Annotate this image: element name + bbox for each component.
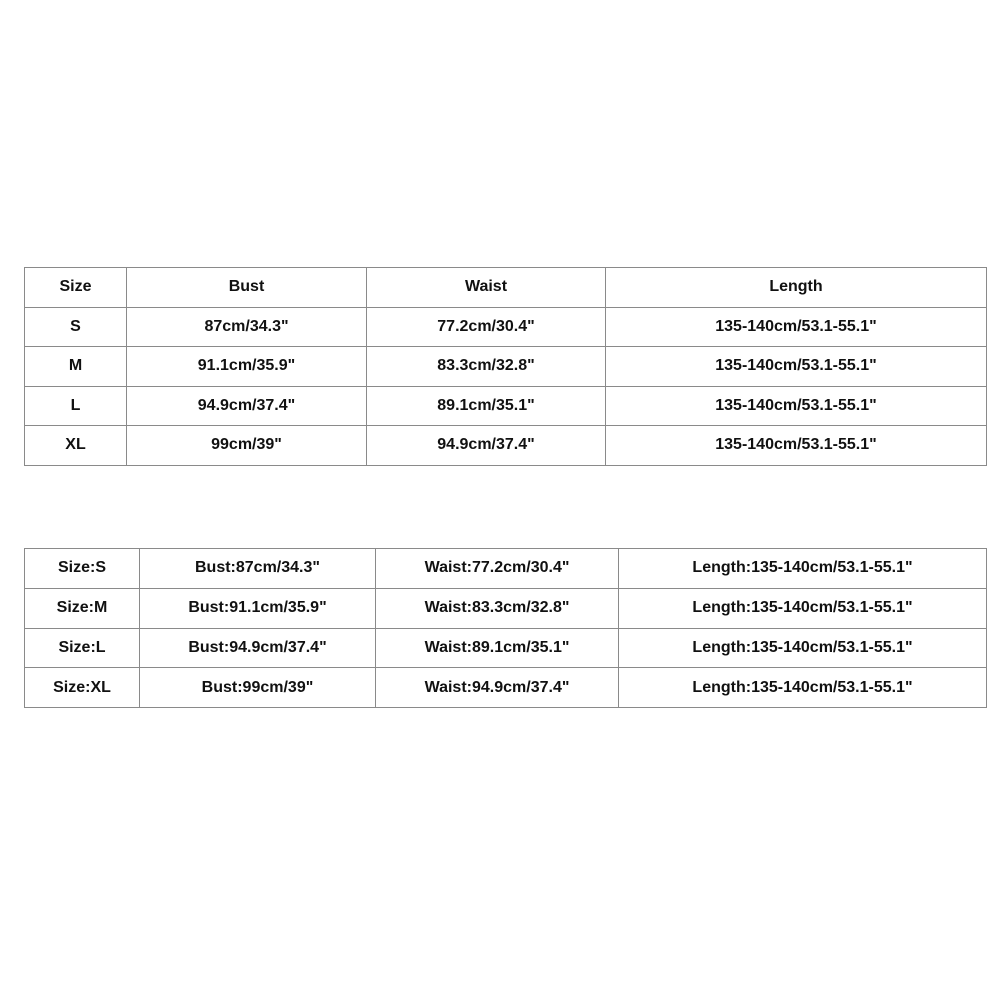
cell-waist: 89.1cm/35.1" <box>367 386 606 426</box>
cell-bust: 94.9cm/37.4" <box>127 386 367 426</box>
table-row <box>25 307 987 347</box>
table-row <box>25 347 987 387</box>
table-row <box>25 668 987 708</box>
cell-size: XL <box>25 426 127 466</box>
cell-length: 135-140cm/53.1-55.1" <box>606 386 987 426</box>
cell-length: Length:135-140cm/53.1-55.1" <box>619 628 987 668</box>
cell-size: Size:L <box>25 628 140 668</box>
cell-bust: Bust:99cm/39" <box>140 668 376 708</box>
cell-length: Length:135-140cm/53.1-55.1" <box>619 668 987 708</box>
cell-waist: Waist:89.1cm/35.1" <box>376 628 619 668</box>
header-waist: Waist <box>367 268 606 308</box>
cell-size: Size:S <box>25 549 140 589</box>
cell-length: Length:135-140cm/53.1-55.1" <box>619 588 987 628</box>
table-header-row <box>25 268 987 308</box>
cell-length: 135-140cm/53.1-55.1" <box>606 347 987 387</box>
cell-bust: Bust:91.1cm/35.9" <box>140 588 376 628</box>
cell-bust: 87cm/34.3" <box>127 307 367 347</box>
cell-bust: 99cm/39" <box>127 426 367 466</box>
header-bust: Bust <box>127 268 367 308</box>
cell-waist: Waist:83.3cm/32.8" <box>376 588 619 628</box>
cell-waist: Waist:77.2cm/30.4" <box>376 549 619 589</box>
cell-bust: Bust:94.9cm/37.4" <box>140 628 376 668</box>
header-length: Length <box>606 268 987 308</box>
cell-waist: 83.3cm/32.8" <box>367 347 606 387</box>
table-row <box>25 588 987 628</box>
cell-size: Size:XL <box>25 668 140 708</box>
cell-size: Size:M <box>25 588 140 628</box>
cell-length: Length:135-140cm/53.1-55.1" <box>619 549 987 589</box>
table-row <box>25 386 987 426</box>
cell-size: L <box>25 386 127 426</box>
table-row <box>25 549 987 589</box>
cell-bust: Bust:87cm/34.3" <box>140 549 376 589</box>
size-chart-table <box>24 267 987 466</box>
cell-length: 135-140cm/53.1-55.1" <box>606 426 987 466</box>
cell-waist: 77.2cm/30.4" <box>367 307 606 347</box>
header-size: Size <box>25 268 127 308</box>
table-row <box>25 628 987 668</box>
cell-length: 135-140cm/53.1-55.1" <box>606 307 987 347</box>
cell-size: S <box>25 307 127 347</box>
size-chart-labeled-table <box>24 548 987 708</box>
table-row <box>25 426 987 466</box>
cell-waist: 94.9cm/37.4" <box>367 426 606 466</box>
cell-size: M <box>25 347 127 387</box>
cell-waist: Waist:94.9cm/37.4" <box>376 668 619 708</box>
cell-bust: 91.1cm/35.9" <box>127 347 367 387</box>
